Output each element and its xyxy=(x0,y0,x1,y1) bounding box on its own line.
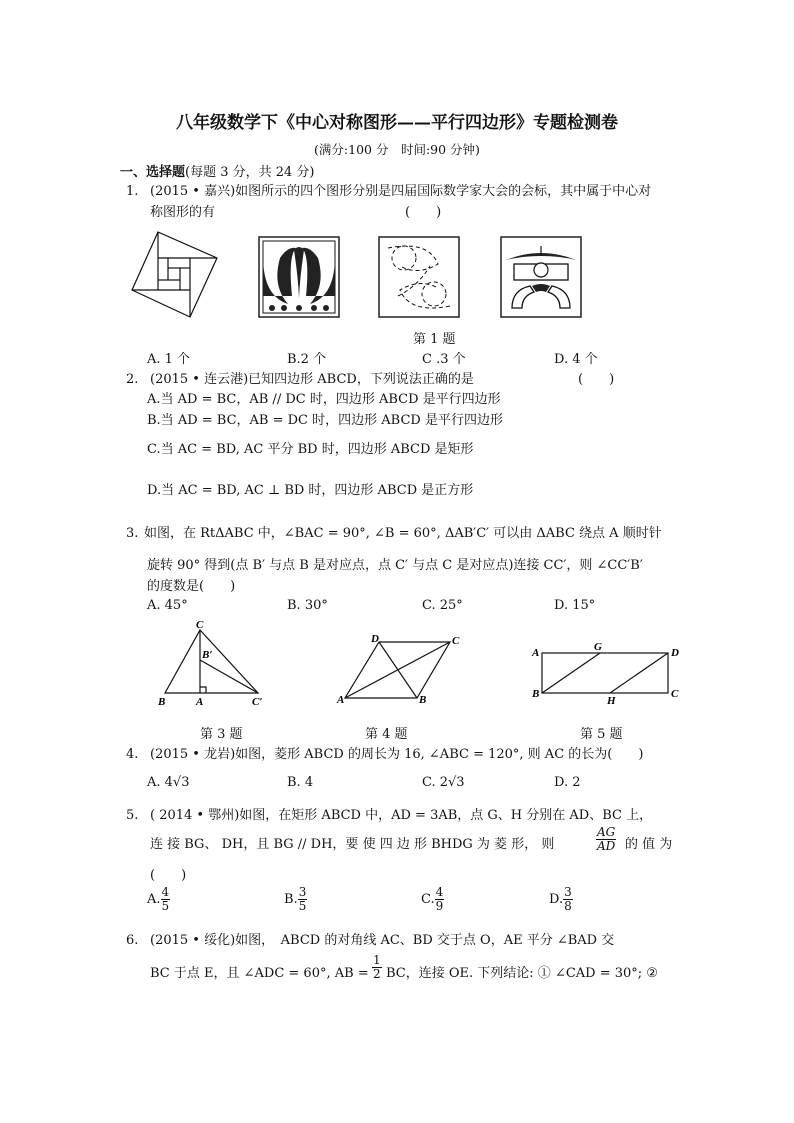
q2-option-c: C.当 AC = BD, AC 平分 BD 时，四边形 ABCD 是矩形 xyxy=(147,442,474,457)
q1-line2: 称图形的有 xyxy=(150,205,216,220)
q5-number: 5. xyxy=(126,808,139,823)
q3-figure xyxy=(150,618,280,713)
q3-option-a: A. 45° xyxy=(147,598,188,613)
q4-option-d: D. 2 xyxy=(554,775,581,790)
q2-option-a: A.当 AD = BC，AB // DC 时，四边形 ABCD 是平行四边形 xyxy=(147,392,501,407)
q1-figure-2 xyxy=(258,236,340,318)
q6-line1: (2015 • 绥化)如图， ABCD 的对角线 AC、BD 交于点 O，AE 平分 ∠BAD 交 xyxy=(150,933,615,948)
q3-option-c: C. 25° xyxy=(422,598,463,613)
q5-option-b: B. $\frac{3}{5}$ xyxy=(284,885,307,913)
q3-line3: 的度数是( ) xyxy=(147,579,236,594)
q5-line3: ( ) xyxy=(150,868,187,883)
q1-figure-3 xyxy=(378,236,460,318)
fig5-label-g: G xyxy=(594,641,602,653)
q5-frac-numerator: AG xyxy=(597,825,616,839)
fig4-label-a: A xyxy=(337,694,345,706)
q6-line2b: BC，连接 OE. 下列结论: ① ∠CAD = 30°; ② xyxy=(386,966,658,981)
q3-option-b: B. 30° xyxy=(287,598,328,613)
fig3-label-a: A xyxy=(196,696,204,708)
page-title: 八年级数学下《中心对称图形——平行四边形》专题检测卷 xyxy=(176,113,618,133)
q3-number: 3. xyxy=(126,526,139,541)
q5-option-a: A. $\frac{4}{5}$ xyxy=(147,885,170,913)
q4-option-a: A. 4√3 xyxy=(147,775,190,790)
q5-caption: 第 5 题 xyxy=(580,727,623,742)
fig5-label-b: B xyxy=(532,688,540,700)
q4-line1: (2015 • 龙岩)如图，菱形 ABCD 的周长为 16, ∠ABC = 120°, 则 AC 的长为( ) xyxy=(150,747,644,762)
q2-paren: ( ) xyxy=(578,372,615,387)
q3-line1: 如图，在 RtΔABC 中，∠BAC = 90°, ∠B = 60°, ΔAB′C′ 可以由 ΔABC 绕点 A 顺时针 xyxy=(144,526,662,541)
q1-caption: 第 1 题 xyxy=(413,332,456,347)
q4-number: 4. xyxy=(126,747,139,762)
q1-option-c: C .3 个 xyxy=(422,352,466,367)
q6-fraction xyxy=(372,954,382,981)
fig3-label-c-prime: C′ xyxy=(252,696,263,708)
q4-caption: 第 4 题 xyxy=(365,727,408,742)
q4-option-b: B. 4 xyxy=(287,775,314,790)
q1-paren: ( ) xyxy=(405,205,442,220)
q2-line1: (2015 • 连云港)已知四边形 ABCD，下列说法正确的是 xyxy=(150,372,474,387)
q2-option-d: D.当 AC = BD, AC ⊥ BD 时，四边形 ABCD 是正方形 xyxy=(147,483,474,498)
section-heading: 一、选择题(每题 3 分，共 24 分) xyxy=(120,165,315,180)
q2-option-b: B.当 AD = BC，AB = DC 时，四边形 ABCD 是平行四边形 xyxy=(147,413,503,428)
q6-number: 6. xyxy=(126,933,139,948)
q1-figure-1 xyxy=(130,230,220,320)
fig3-label-b-prime: B′ xyxy=(202,649,213,661)
q5-figure xyxy=(530,640,690,705)
fig5-label-d: D xyxy=(671,647,679,659)
q6-line2a: BC 于点 E，且 ∠ADC = 60°, AB = xyxy=(150,966,369,981)
q5-line2-end: 的 值 为 xyxy=(625,837,673,852)
fig5-label-a: A xyxy=(532,647,540,659)
q5-line1: ( 2014 • 鄂州)如图，在矩形 ABCD 中，AD = 3AB，点 G、H 分别在 AD、BC 上， xyxy=(150,808,653,823)
q5-line2: 连 接 BG、 DH，且 BG // DH，要 使 四 边 形 BHDG 为 菱 形， 则 xyxy=(150,837,555,852)
q1-option-a: A. 1 个 xyxy=(147,352,191,367)
fig4-label-c: C xyxy=(452,635,460,647)
q4-option-c: C. 2√3 xyxy=(422,775,465,790)
page-subtitle: (满分:100 分 时间:90 分钟) xyxy=(314,142,480,157)
q3-line2: 旋转 90° 得到(点 B′ 与点 B 是对应点，点 C′ 与点 C 是对应点)连接 CC′，则 ∠CC′B′ xyxy=(147,558,643,573)
fig4-label-b: B xyxy=(419,694,427,706)
fig3-label-c: C xyxy=(196,619,204,631)
fig5-label-h: H xyxy=(607,695,616,707)
q1-option-b: B.2 个 xyxy=(287,352,327,367)
q2-number: 2. xyxy=(126,372,139,387)
q4-figure xyxy=(335,628,465,708)
fig4-label-d: D xyxy=(371,633,379,645)
q1-figure-4 xyxy=(500,236,582,318)
q5-frac-denominator: AD xyxy=(596,839,616,853)
q5-option-d: D. $\frac{3}{8}$ xyxy=(549,885,572,913)
q5-option-c: C. $\frac{4}{9}$ xyxy=(421,885,444,913)
q5-fraction xyxy=(596,826,616,853)
q1-line1: (2015 • 嘉兴)如图所示的四个图形分别是四届国际数学家大会的会标，其中属于中心对 xyxy=(150,184,652,199)
q6-frac-numerator: 1 xyxy=(373,953,381,967)
q1-option-d: D. 4 个 xyxy=(554,352,598,367)
fig3-label-b: B xyxy=(158,696,166,708)
q6-frac-denominator: 2 xyxy=(373,967,381,981)
q3-caption: 第 3 题 xyxy=(200,727,243,742)
q3-option-d: D. 15° xyxy=(554,598,596,613)
fig5-label-c: C xyxy=(671,688,679,700)
q1-number: 1. xyxy=(126,184,139,199)
